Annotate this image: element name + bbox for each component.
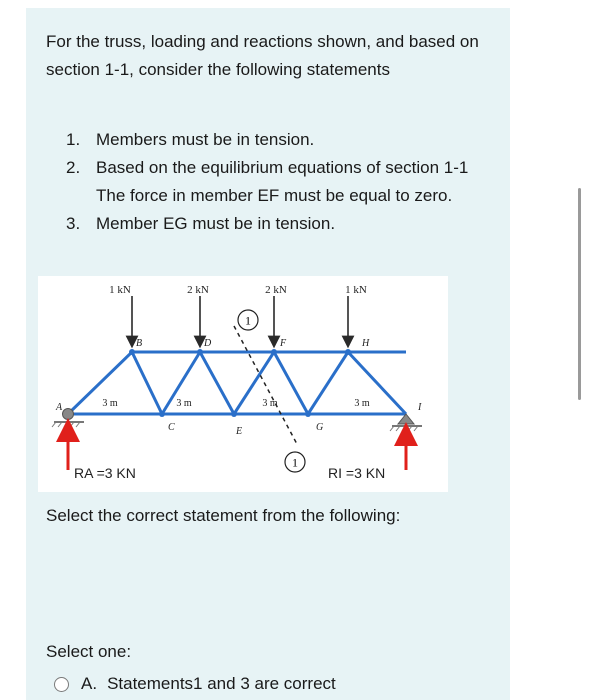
node-label: G (316, 422, 324, 433)
statement-number: 1. (66, 130, 81, 149)
statement-list (66, 126, 486, 238)
load-label: 2 kN (187, 284, 209, 296)
node-label: B (136, 338, 143, 349)
option-letter: A. (81, 674, 98, 693)
statement-text: Member EG must be in tension. (96, 214, 336, 233)
select-prompt: Select the correct statement from the following: (46, 506, 401, 525)
span-label: 3 m (354, 398, 370, 409)
section-label: 1 (292, 455, 298, 470)
node-label: F (280, 338, 287, 349)
member-FG (274, 352, 308, 414)
span-label: 3 m (102, 398, 118, 409)
question-card (26, 8, 510, 700)
load-label: 1 kN (345, 284, 367, 296)
select-one-label: Select one: (46, 642, 132, 661)
statement-item (66, 126, 486, 154)
scrollbar[interactable] (578, 188, 581, 400)
reaction-label-right: RI =3 KN (328, 465, 386, 481)
statement-number: 3. (66, 214, 81, 233)
node-label: C (168, 422, 175, 433)
node-label: I (418, 402, 422, 413)
section-cut-line (234, 326, 298, 446)
statement-item (66, 154, 486, 210)
member-DE (200, 352, 234, 414)
truss-diagram (38, 276, 448, 492)
span-label: 3 m (262, 398, 278, 409)
member-GH (308, 352, 348, 414)
section-label: 1 (245, 313, 251, 328)
member-AB (68, 352, 132, 414)
node-label: H (362, 338, 370, 349)
radio-button[interactable] (54, 677, 69, 692)
support-I (390, 414, 422, 431)
load-label: 2 kN (265, 284, 287, 296)
node-label: A (56, 402, 63, 413)
option-a[interactable] (54, 672, 336, 696)
node-label: E (236, 426, 243, 437)
node-label: D (204, 338, 212, 349)
statement-text: Based on the equilibrium equations of section 1-1 The force in member EF must be equal to zero. (96, 158, 469, 205)
statement-number: 2. (66, 158, 81, 177)
load-label: 1 kN (109, 284, 131, 296)
statement-item (66, 210, 486, 238)
reaction-label-left: RA =3 KN (74, 465, 136, 481)
statement-text: Members must be in tension. (96, 130, 315, 149)
truss-figure (38, 276, 448, 492)
option-text: Statements1 and 3 are correct (107, 674, 336, 693)
question-intro: For the truss, loading and reactions shown, and based on section 1-1, consider the following statements (46, 32, 479, 79)
span-label: 3 m (176, 398, 192, 409)
member-BC (132, 352, 162, 414)
